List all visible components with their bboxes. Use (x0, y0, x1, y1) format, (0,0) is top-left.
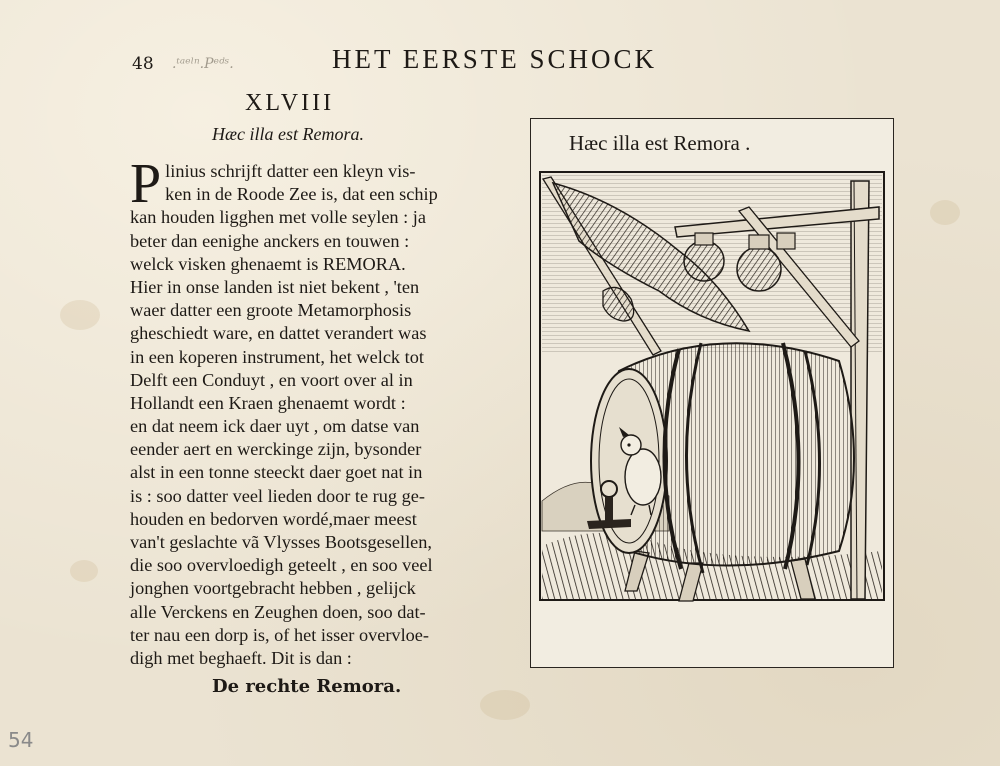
offset-text: .ᵗᵃᵉˡⁿ.Pᵉᵈˢ. (172, 56, 234, 72)
page-number: 48 (132, 54, 154, 74)
text-line: is : soo datter veel lieden door te rug ge- (130, 485, 425, 506)
text-line: houden en bedorven wordé,maer meest (130, 508, 417, 529)
text-line: digh met beghaeft. Dit is dan : (130, 647, 352, 668)
text-line: kan houden ligghen met volle seylen : ja (130, 207, 426, 228)
text-line: linius schrijft datter een kleyn vis- (165, 161, 416, 181)
text-line: ter nau een dorp is, of het isser overvloe- (130, 624, 429, 645)
running-title: HET EERSTE SCHOCK (332, 44, 658, 74)
engraving-plate (530, 118, 894, 668)
text-line: Delft een Conduyt , en voort over al in (130, 369, 413, 390)
gallows-post (851, 181, 869, 599)
text-line: en dat neem ick daer uyt , om datse van (130, 416, 420, 437)
text-line: in een koperen instrument, het welck tot (130, 346, 424, 367)
foxing-stain (930, 200, 960, 225)
drop-cap: P (130, 153, 162, 215)
plate-caption: Hæc illa est Remora . (569, 131, 751, 155)
running-head (132, 44, 732, 80)
text-line: van't geslachte vã Vlysses Bootsgesellen, (130, 532, 432, 552)
text-line: jonghen voortgebracht hebben , gelijck (130, 578, 416, 599)
foxing-stain (60, 300, 100, 330)
text-line: beter dan eenighe anckers en touwen : (130, 230, 410, 251)
text-line: ken in de Roode Zee is, dat een schip (165, 184, 438, 205)
foxing-stain (70, 560, 98, 582)
chapter-number: XLVIII (245, 90, 335, 116)
body-text (130, 153, 485, 670)
text-line: waer datter een groote Metamorphosis (130, 300, 412, 321)
barrel-engraving (539, 171, 885, 661)
chapter-motto: Hæc illa est Remora. (212, 124, 364, 144)
text-line: Hier in onse landen ist niet bekent , 'ten (130, 276, 420, 297)
text-line: eender aert en werckinge zijn, bysonder (130, 439, 422, 460)
text-line: alle Verckens en Zeughen doen, soo dat- (130, 601, 426, 622)
text-line: welck visken ghenaemt is REMORA. (130, 253, 406, 274)
closing-line: De rechte Remora. (212, 676, 402, 697)
foxing-stain (480, 690, 530, 720)
text-line: gheschiedt ware, en dattet verandert was (130, 323, 427, 344)
text-line: die soo overvloedigh geteelt , en soo veel (130, 555, 433, 576)
text-line: Hollandt een Kraen ghenaemt wordt : (130, 392, 406, 413)
catalog-number: 54 (8, 728, 34, 752)
text-line: alst in een tonne steeckt daer goet nat in (130, 462, 423, 483)
